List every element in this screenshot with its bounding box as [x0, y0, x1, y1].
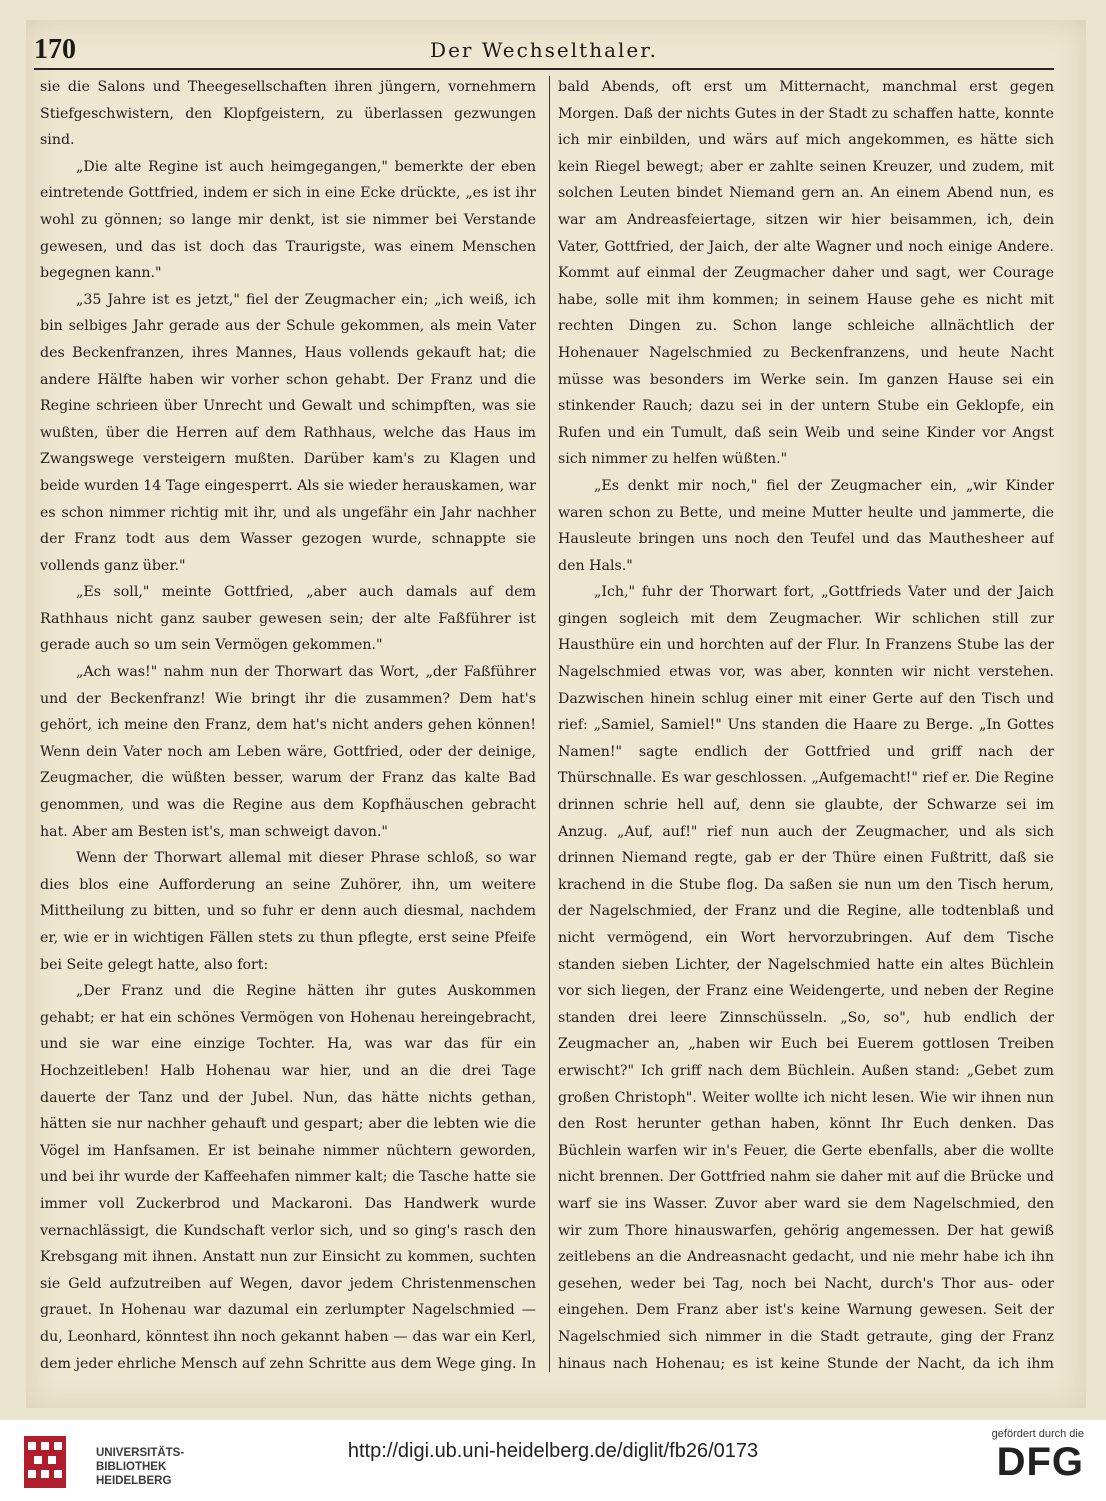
dfg-logo-text: DFG — [996, 1440, 1084, 1484]
column-divider — [549, 76, 550, 1372]
paragraph: bald Abends, oft erst um Mitternacht, manchmal erst gegen Morgen. Daß der nichts Gutes in der Stadt zu schaffen hatte, konnte ich mir einbilden, und wärs auf mich angekommen, es hätte sich kein Riegel bewegt; aber er zahlte seinen Kreuzer, und zudem, mit solchen Leuten bindet Niemand gern an. An einem Abend nun, es war am Andreasfeiertage, sitzen wir hier beisammen, ich, dein Vater, Gottfried, der Jaich, der alte Wagner und noch einige Andere. Kommt auf einmal der Zeugmacher daher und sagt, wer Courage habe, solle mit ihm kommen; in seinem Hause gehe es nicht mit rechten Dingen zu. Schon lange schleiche allnächtlich der Hohenauer Nagelschmied zu Beckenfranzens, und heute Nacht müsse was besonders im Werke sein. Im ganzen Hause sei ein stinkender Rauch; dazu sei in der untern Stube ein Geklopfe, ein Rufen und ein Tumult, daß sein Weib und seine Kinder vor Angst sich nimmer zu helfen wüßten." — [558, 79, 1054, 468]
page-number: 170 — [34, 34, 76, 65]
paragraph: „Der Franz und die Regine hätten ihr gutes Auskommen gehabt; er hat ein schönes Vermögen von Hohenau hereingebracht, und sie war eine einzige Tochter. Ha, was war das für ein Hochzeitleben! Halb Hohenau war hier, und an die drei Tage dauerte der Tanz und der Jubel. Nun, das hätte nichts gethan, hätten sie nur nachher gehauft und gespart; aber die lebten wie die Vögel im Hanfsamen. Er ist beinahe nimmer nüchtern geworden, und bei ihr wurde der Kaffeehafen nimmer kalt; die Tasche hatte sie immer voll Zuckerbrod und Mackaroni. Das Handwerk wurde vernachlässigt, die Kundschaft verlor sich, und so ging's rasch den Krebsgang mit ihnen. Anstatt nun zur Einsicht zu kommen, suchten sie Geld aufzutreiben auf Wegen, davor jedem Christenmenschen grauet. In Hohenau war dazumal ein zerlumpter Nagelschmied — du, Leonhard, könntest ihn noch gekannt haben — das war ein Kerl, dem jeder ehrliche Mensch auf zehn Schritte aus dem Wege ging. In — [40, 983, 536, 1372]
institution-name: UNIVERSITÄTS- BIBLIOTHEK HEIDELBERG — [96, 1447, 185, 1487]
running-title: Der Wechselthaler. — [430, 38, 658, 62]
document-url[interactable]: http://digi.ub.uni-heidelberg.de/diglit/fb26/0173 — [347, 1440, 759, 1462]
paragraph: „Ich," fuhr der Thorwart fort, „Gottfrieds Vater und der Jaich gingen sogleich mit dem Zeugmacher. Wir schlichen still zur Hausthüre ein und horchten auf der Flur. In Franzens Stube las der Nagelschmied etwas vor, was aber, konnten wir nicht verstehen. Dazwischen hinein schlug einer mit einer Gerte auf den Tisch und rief: „Samiel, Samiel!" Uns standen die Haare zu Berge. „In Gottes Namen!" sagte endlich der Gottfried und griff nach der Thürschnalle. Es war geschlossen. „Aufgemacht!" rief er. Die Regine drinnen schrie hell auf, denn sie glaubte, der Schwarze sei im Anzug. „Auf, auf!" rief nun auch der Zeugmacher, und als sich drinnen Niemand regte, gab er der Thüre einen Fußtritt, daß sie krachend in die Stube flog. Da saßen sie nun um den Tisch herum, der Nagelschmied, der Franz und die Regine, alle todtenblaß und nicht vermögend, ein Wort hervorzubringen. Auf dem Tische standen sieben Lichter, der Nagelschmied hatte ein altes Büchlein vor sich liegen, der Franz eine Weidengerte, und neben der Regine standen drei leere Zinnschüsseln. „So, so", hub endlich der Zeugmacher an, „haben wir Euch bei Euerem gottlosen Treiben erwischt?" Ich griff nach dem Büchlein. Außen stand: „Gebet zum großen Christoph". Weiter wollte ich nicht lesen. Wie wir ihnen nun den Rost herunter gethan haben, könnt Ihr Euch denken. Das Büchlein warfen wir in's Feuer, die Gerte ebenfalls, aber die wollte nicht brennen. Der Gottfried nahm sie daher mit auf die Brücke und warf sie ins Wasser. Zuvor aber ward sie dem Nagelschmied, den wir zum Thore hinauswarfen, gehörig angemessen. Der hat gewiß zeitlebens an die Andreasnacht gedacht, und nie mehr habe ich ihn gesehen, weder bei Tag, noch bei Nacht, durch's Thor aus- oder eingehen. Dem Franz aber ist's keine Warnung gewesen. Seit der Nagelschmied sich nimmer in die Stadt getraute, ging der Franz hinaus nach Hohenau; es ist keine Stunde der Nacht, da ich ihm — [558, 584, 1054, 1372]
paragraph: „Es denkt mir noch," fiel der Zeugmacher ein, „wir Kinder waren schon zu Bette, und meine Mutter heulte und jammerte, die Hausleute bringen uns noch den Teufel und das Mauthesheer auf den Hals." — [558, 477, 1054, 574]
paragraph: „Ach was!" nahm nun der Thorwart das Wort, „der Faßführer und der Beckenfranz! Wie bringt ihr die zusammen? Dem hat's gehört, ich meine den Franz, dem hat's nicht anders gehen können! Wenn dein Vater noch am Leben wäre, Gottfried, oder der deinige, Zeugmacher, die wüßten besser, warum der Franz das kalte Bad genommen, und was die Regine aus dem Kopfhäuschen gebracht hat. Aber am Besten ist's, man schweigt davon." — [40, 664, 536, 840]
right-column — [558, 74, 1054, 1374]
paragraph: „Die alte Regine ist auch heimgegangen," bemerkte der eben eintretende Gottfried, indem er sich in eine Ecke drückte, „es ist ihr wohl zu gönnen; so lange mir denkt, ist sie nimmer bei Verstande gewesen, und das ist doch das Traurigste, was einem Menschen begegnen kann." — [40, 158, 536, 282]
funder-caption: gefördert durch die — [991, 1428, 1084, 1440]
footer-bar — [0, 1420, 1106, 1501]
paragraph: sie die Salons und Theegesellschaften ihren jüngern, vornehmern Stiefgeschwistern, den Klopfgeistern, zu überlassen gezwungen sind. — [40, 79, 536, 149]
paragraph: „Es soll," meinte Gottfried, „aber auch damals auf dem Rathhaus nicht ganz sauber gewesen sein; der alte Faßführer ist gerade auch so um sein Vermögen gekommen." — [40, 584, 536, 654]
paragraph: „35 Jahre ist es jetzt," fiel der Zeugmacher ein; „ich weiß, ich bin selbiges Jahr gerade aus der Schule gekommen, als mein Vater des Beckenfranzen, ihres Mannes, Haus vollends gekauft hat; die andere Hälfte haben wir vorher schon gehabt. Der Franz und die Regine schrieen über Unrecht und Gewalt und schimpften, was sie wußten, über die Herren auf dem Rathhaus, welche das Haus im Zwangswege versteigern mußten. Darüber kam's zu Klagen und beide wurden 14 Tage eingesperrt. Als sie wieder herauskamen, war es schon nimmer richtig mit ihr, und als ungefähr ein Jahr nachher der Franz todt aus dem Wasser gezogen wurde, schnappte sie vollends ganz über." — [40, 291, 536, 574]
dfg-logo[interactable] — [944, 1428, 1084, 1496]
paragraph: Wenn der Thorwart allemal mit dieser Phrase schloß, so war dies blos eine Aufforderung an seine Zuhörer, ihn, um weitere Mittheilung zu bitten, und so fuhr er denn auch diesmal, nachdem er, wie er in wichtigen Fällen stets zu thun pflegte, erst seine Pfeife bei Seite gelegt hatte, also fort: — [40, 850, 536, 973]
left-column — [40, 74, 536, 1374]
header-rule — [34, 68, 1054, 70]
